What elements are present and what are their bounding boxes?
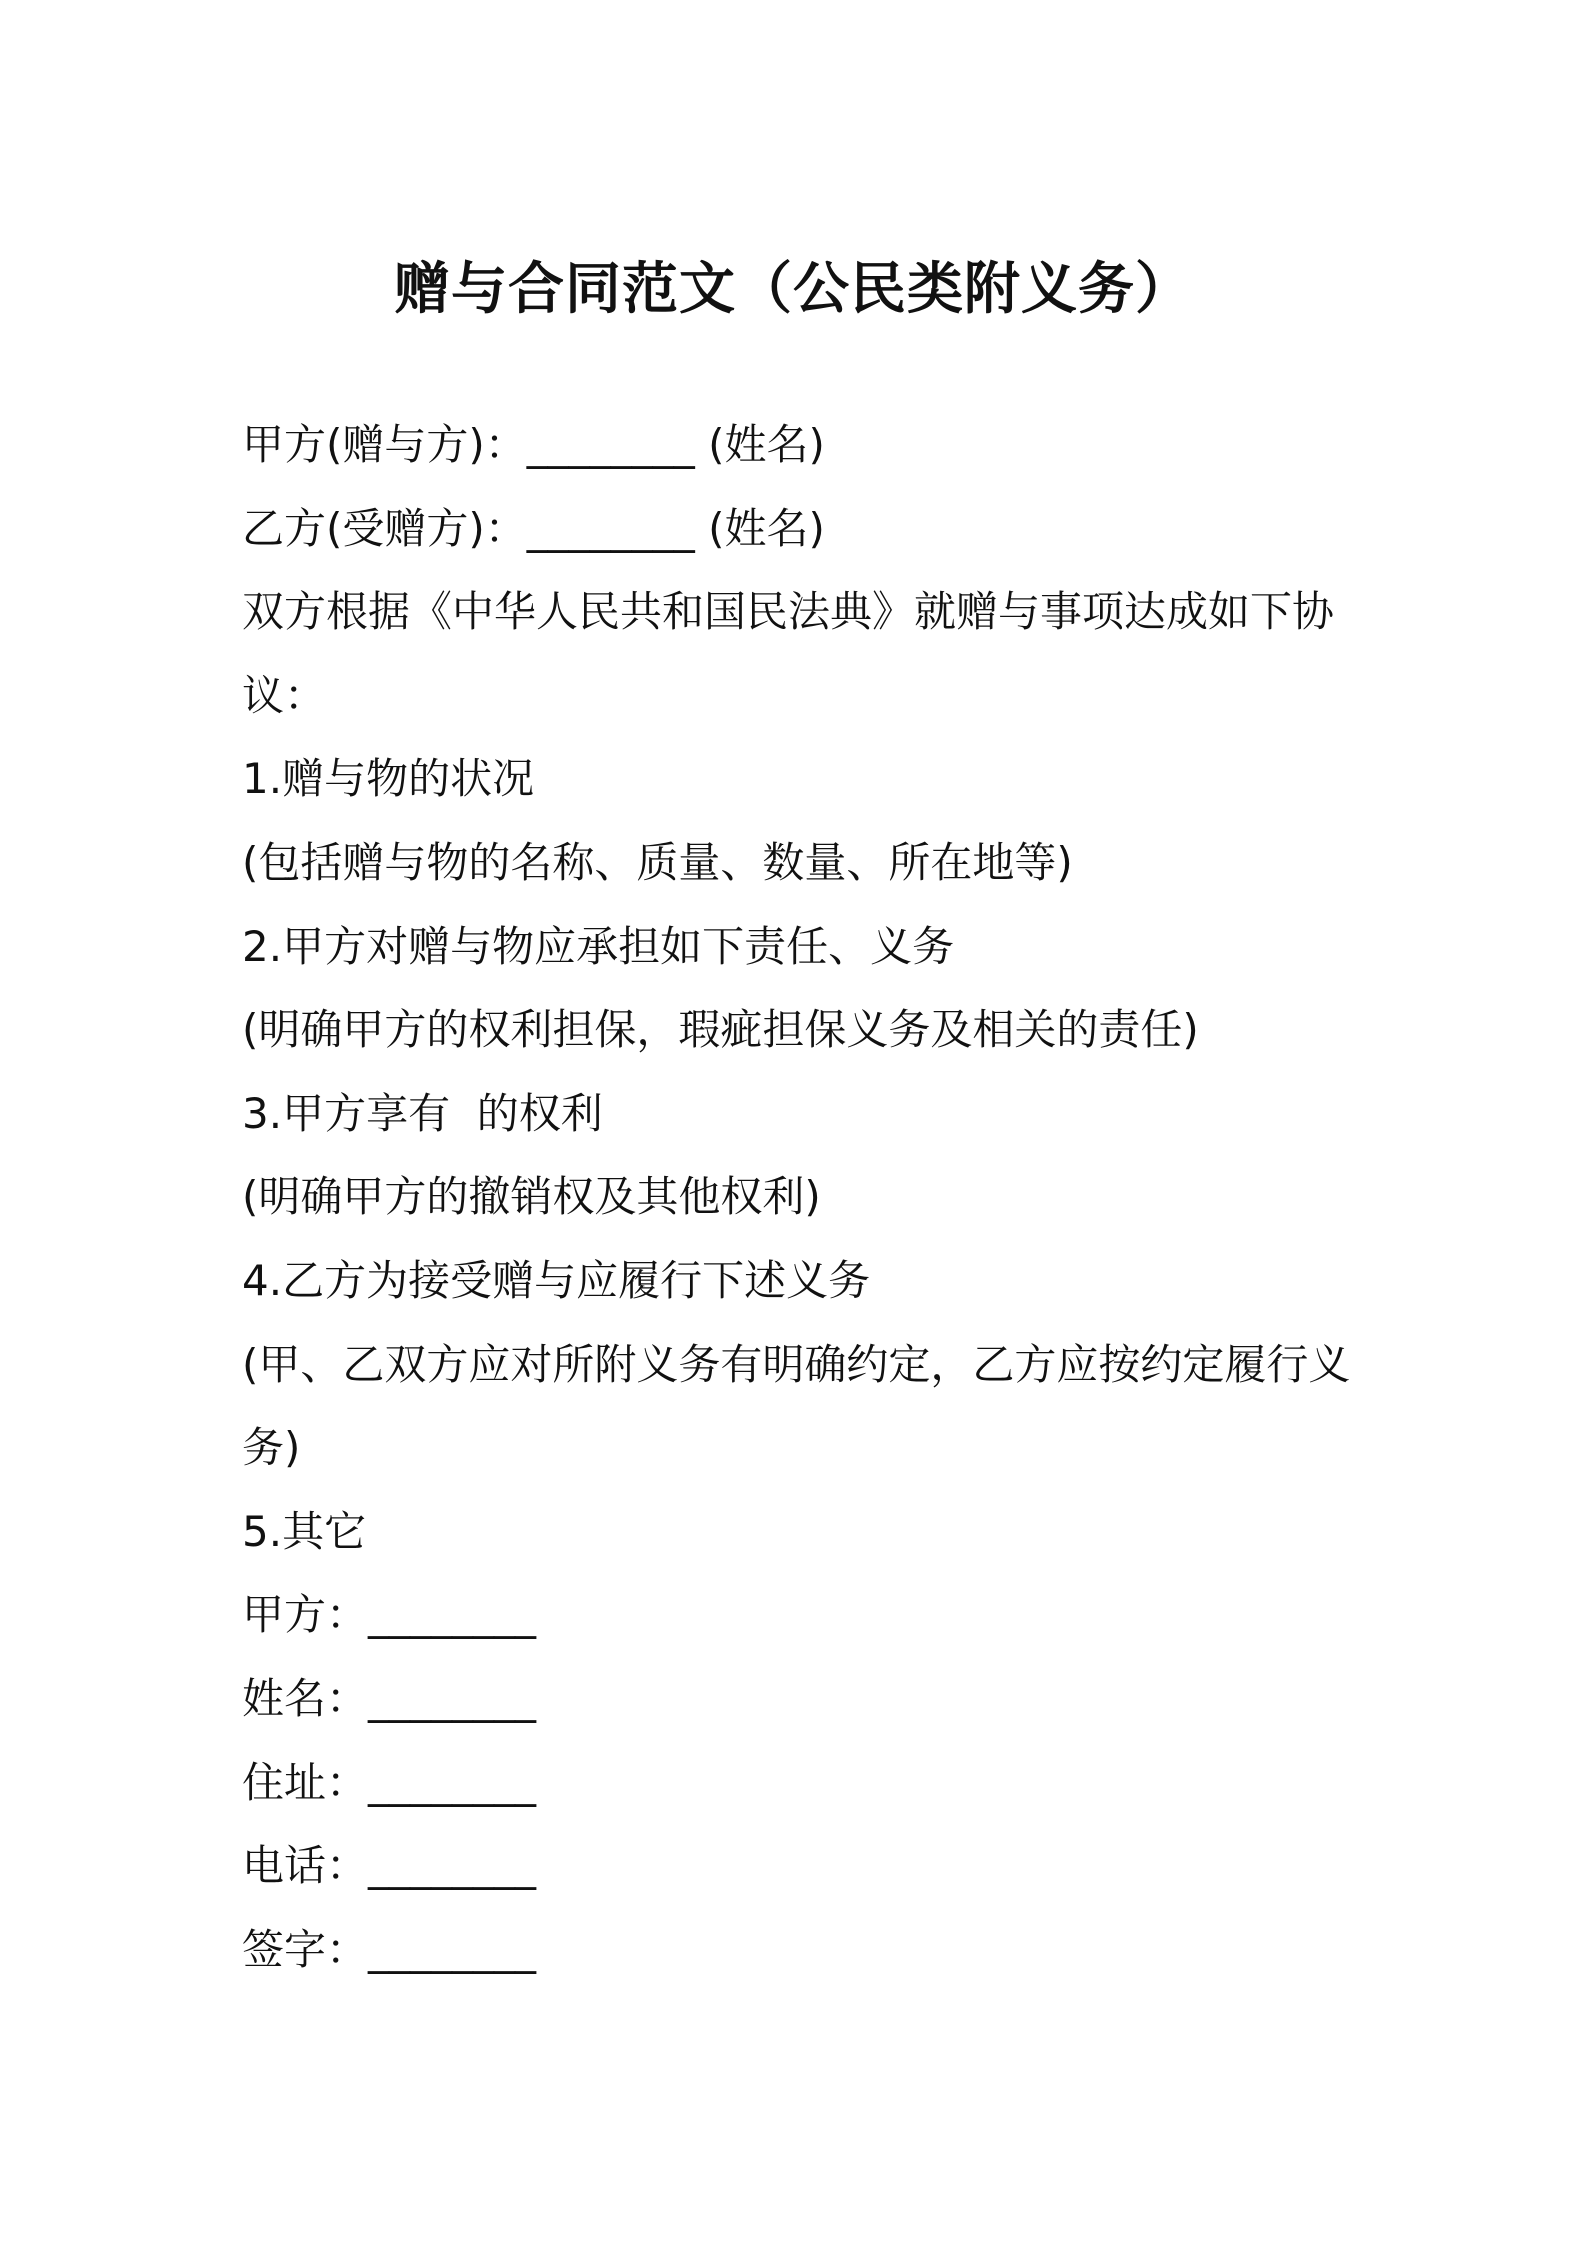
clause-4-heading: 4.乙方为接受赠与应履行下述义务 bbox=[242, 1255, 871, 1305]
party-b-line: 乙方(受赠方)：________ (姓名) bbox=[242, 503, 825, 553]
intro-line-2: 议： bbox=[242, 670, 327, 720]
signature-address: 住址：________ bbox=[242, 1757, 537, 1807]
clause-2-heading: 2.甲方对赠与物应承担如下责任、义务 bbox=[242, 921, 955, 971]
clause-4-note-line-1: (甲、乙双方应对所附义务有明确约定，乙方应按约定履行义 bbox=[242, 1339, 1351, 1389]
signature-party-a: 甲方：________ bbox=[242, 1590, 537, 1640]
clause-1-heading: 1.赠与物的状况 bbox=[242, 754, 535, 804]
signature-phone: 电话：________ bbox=[242, 1841, 537, 1891]
clause-3-heading: 3.甲方享有 的权利 bbox=[242, 1088, 603, 1138]
clause-5-heading: 5.其它 bbox=[242, 1506, 367, 1556]
signature-name: 姓名：________ bbox=[242, 1673, 537, 1723]
document-body bbox=[242, 403, 1362, 1991]
clause-1-note: (包括赠与物的名称、质量、数量、所在地等) bbox=[242, 837, 1073, 887]
clause-2-note: (明确甲方的权利担保，瑕疵担保义务及相关的责任) bbox=[242, 1005, 1199, 1055]
party-a-line: 甲方(赠与方)：________ (姓名) bbox=[242, 420, 825, 469]
clause-4-note-line-2: 务) bbox=[242, 1423, 301, 1473]
intro-line-1: 双方根据《中华人民共和国民法典》就赠与事项达成如下协 bbox=[242, 587, 1335, 637]
signature-sign: 签字：________ bbox=[242, 1924, 537, 1974]
document-title: 赠与合同范文（公民类附义务） bbox=[394, 257, 1192, 322]
clause-3-note: (明确甲方的撤销权及其他权利) bbox=[242, 1172, 821, 1222]
